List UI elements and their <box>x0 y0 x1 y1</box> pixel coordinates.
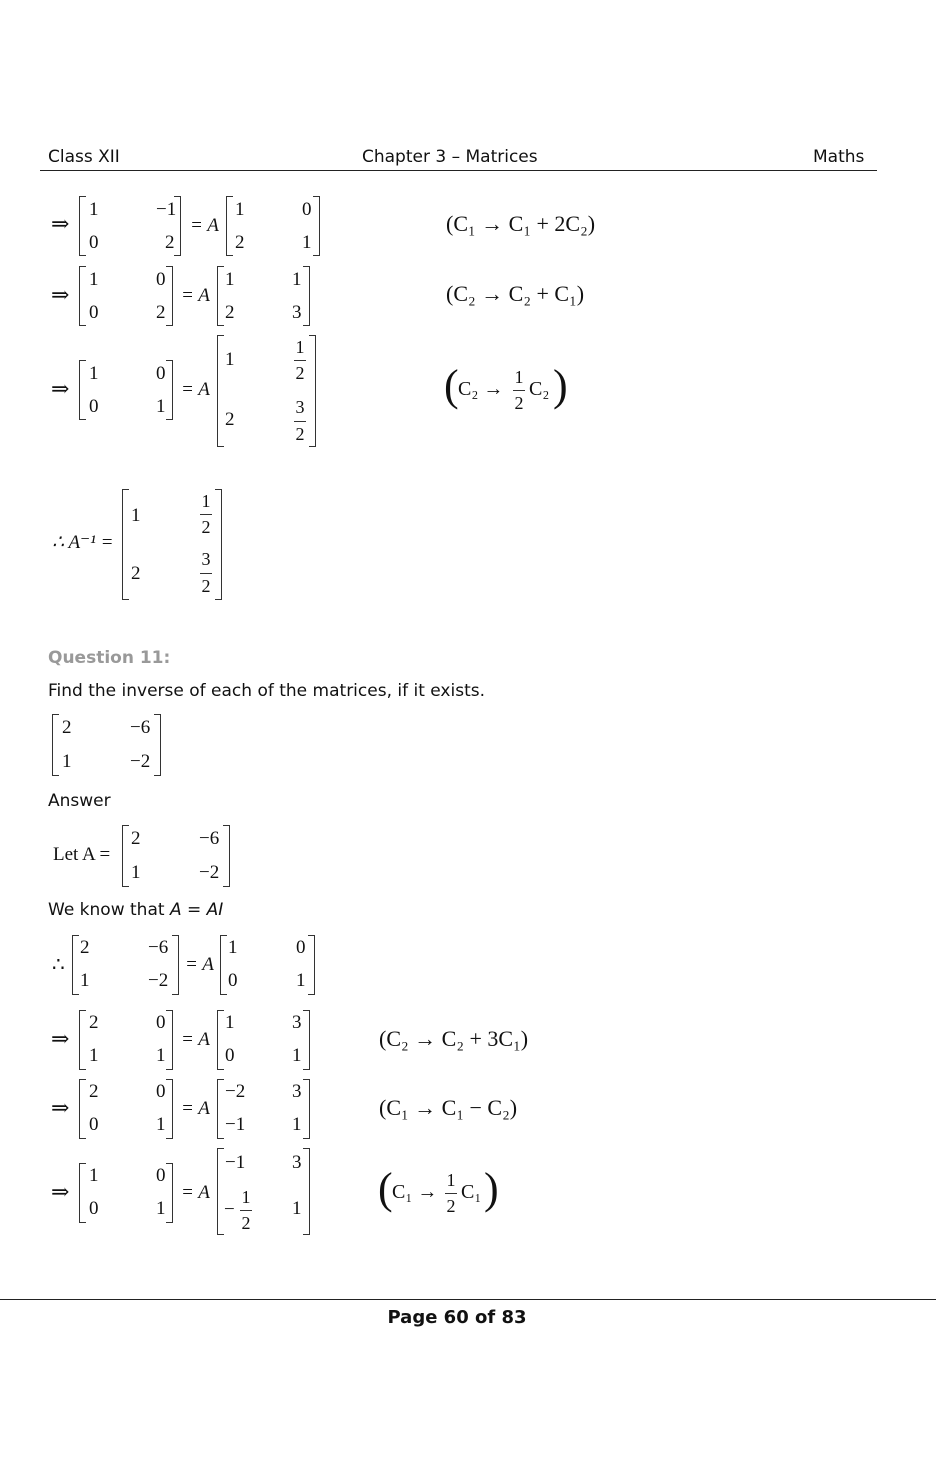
question-text: Find the inverse of each of the matrices, if it exists. <box>48 681 486 701</box>
column-operation: (C₁ → C₁ − C₂) <box>379 1095 518 1120</box>
implies-symbol: ⇒ <box>51 211 70 236</box>
column-operation: (C₂ → C₂ + 3C₁) <box>379 1026 529 1051</box>
column-operation: C₁ → <box>392 1181 438 1203</box>
header-rule <box>40 170 877 171</box>
ainv-label: ∴ A⁻¹ = <box>52 532 114 553</box>
footer-rule <box>0 1299 936 1300</box>
know-statement: We know that A = AI <box>48 900 224 920</box>
header-subject: Maths <box>813 147 865 167</box>
column-operation: C₂ → <box>458 378 504 400</box>
header-class: Class XII <box>48 147 120 167</box>
therefore-symbol: ∴ <box>52 954 65 976</box>
header-chapter: Chapter 3 – Matrices <box>362 147 538 167</box>
column-operation: (C₁ → C₁ + 2C₂) <box>446 211 596 236</box>
column-operation: (C₂ → C₂ + C₁) <box>446 281 585 306</box>
page-number: Page 60 of 83 <box>387 1307 527 1328</box>
question-title: Question 11: <box>48 648 171 668</box>
answer-label: Answer <box>48 791 111 811</box>
